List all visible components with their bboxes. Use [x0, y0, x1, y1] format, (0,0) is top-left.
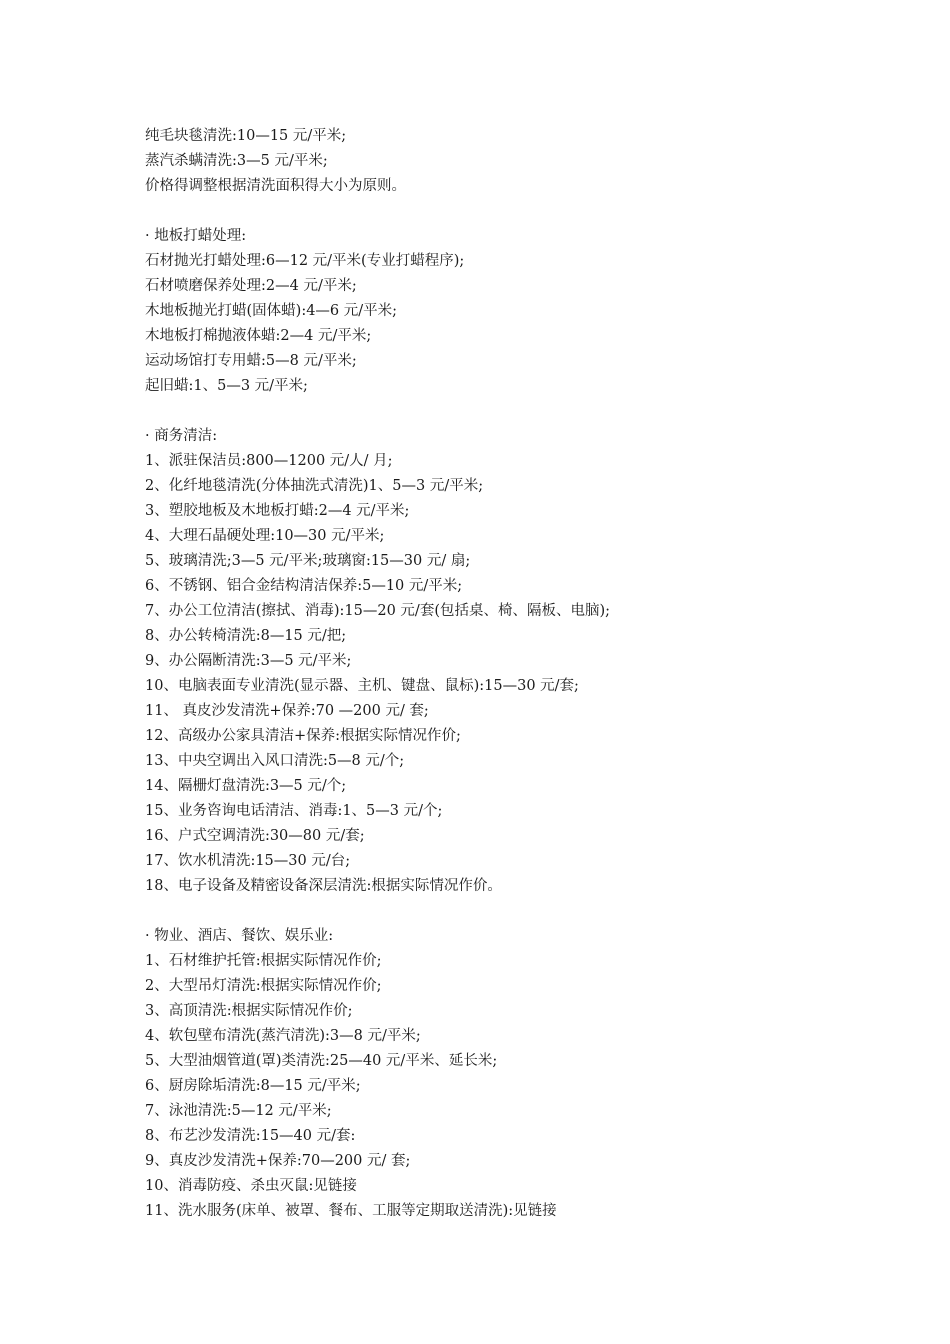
- list-item: 7、泳池清洗:5—12 元/平米;: [145, 1103, 332, 1119]
- business-section: [145, 424, 905, 899]
- list-item: 7、办公工位清洁(擦拭、消毒):15—20 元/套(包括桌、椅、隔板、电脑);: [145, 603, 611, 619]
- list-item: 2、大型吊灯清洗:根据实际情况作价;: [145, 978, 382, 994]
- list-item: 9、真皮沙发清洗+保养:70—200 元/ 套;: [145, 1153, 411, 1169]
- list-item: 4、软包壁布清洗(蒸汽清洗):3—8 元/平米;: [145, 1028, 421, 1044]
- list-item: 5、玻璃清洗;3—5 元/平米;玻璃窗:15—30 元/ 扇;: [145, 553, 471, 569]
- list-item: 8、办公转椅清洗:8—15 元/把;: [145, 628, 347, 644]
- section-spacer: [145, 899, 905, 924]
- section-spacer: [145, 399, 905, 424]
- intro-line-3: 价格得调整根据清洗面积得大小为原则。: [145, 178, 406, 194]
- list-item: 木地板打棉抛液体蜡:2—4 元/平米;: [145, 328, 372, 344]
- intro-line-2: 蒸汽杀螨清洗:3—5 元/平米;: [145, 153, 328, 169]
- intro-line-1: 纯毛块毯清洗:10—15 元/平米;: [145, 128, 347, 144]
- list-item: 14、隔栅灯盘清洗:3—5 元/个;: [145, 778, 347, 794]
- list-item: 5、大型油烟管道(罩)类清洗:25—40 元/平米、延长米;: [145, 1053, 498, 1069]
- list-item: 石材抛光打蜡处理:6—12 元/平米(专业打蜡程序);: [145, 253, 465, 269]
- list-item: 11、 真皮沙发清洗+保养:70 —200 元/ 套;: [145, 703, 429, 719]
- list-item: 13、中央空调出入风口清洗:5—8 元/个;: [145, 753, 405, 769]
- list-item: 11、洗水服务(床单、被罩、餐布、工服等定期取送清洗):见链接: [145, 1203, 557, 1219]
- list-item: 18、电子设备及精密设备深层清洗:根据实际情况作价。: [145, 878, 502, 894]
- floor-wax-section: [145, 224, 905, 399]
- list-item: 1、派驻保洁员:800—1200 元/人/ 月;: [145, 453, 393, 469]
- list-item: 3、高顶清洗:根据实际情况作价;: [145, 1003, 353, 1019]
- list-item: 起旧蜡:1、5—3 元/平米;: [145, 378, 308, 394]
- section-spacer: [145, 199, 905, 224]
- section-heading: · 商务清洁:: [145, 428, 218, 444]
- list-item: 1、石材维护托管:根据实际情况作价;: [145, 953, 382, 969]
- list-item: 9、办公隔断清洗:3—5 元/平米;: [145, 653, 352, 669]
- list-item: 运动场馆打专用蜡:5—8 元/平米;: [145, 353, 357, 369]
- intro-section: [145, 124, 905, 199]
- document-body: [145, 124, 905, 1224]
- list-item: 4、大理石晶硬处理:10—30 元/平米;: [145, 528, 385, 544]
- list-item: 2、化纤地毯清洗(分体抽洗式清洗)1、5—3 元/平米;: [145, 478, 484, 494]
- list-item: 8、布艺沙发清洗:15—40 元/套:: [145, 1128, 356, 1144]
- hospitality-section: [145, 924, 905, 1224]
- list-item: 木地板抛光打蜡(固体蜡):4—6 元/平米;: [145, 303, 398, 319]
- list-item: 15、业务咨询电话清洁、消毒:1、5—3 元/个;: [145, 803, 443, 819]
- section-heading: · 地板打蜡处理:: [145, 228, 247, 244]
- list-item: 6、不锈钢、铝合金结构清洁保养:5—10 元/平米;: [145, 578, 463, 594]
- list-item: 12、高级办公家具清洁+保养:根据实际情况作价;: [145, 728, 461, 744]
- section-heading: · 物业、酒店、餐饮、娱乐业:: [145, 928, 334, 944]
- list-item: 6、厨房除垢清洗:8—15 元/平米;: [145, 1078, 361, 1094]
- list-item: 3、塑胶地板及木地板打蜡:2—4 元/平米;: [145, 503, 410, 519]
- list-item: 17、饮水机清洗:15—30 元/台;: [145, 853, 351, 869]
- list-item: 石材喷磨保养处理:2—4 元/平米;: [145, 278, 357, 294]
- list-item: 16、户式空调清洗:30—80 元/套;: [145, 828, 365, 844]
- list-item: 10、消毒防疫、杀虫灭鼠:见链接: [145, 1178, 357, 1194]
- list-item: 10、电脑表面专业清洗(显示器、主机、键盘、鼠标):15—30 元/套;: [145, 678, 579, 694]
